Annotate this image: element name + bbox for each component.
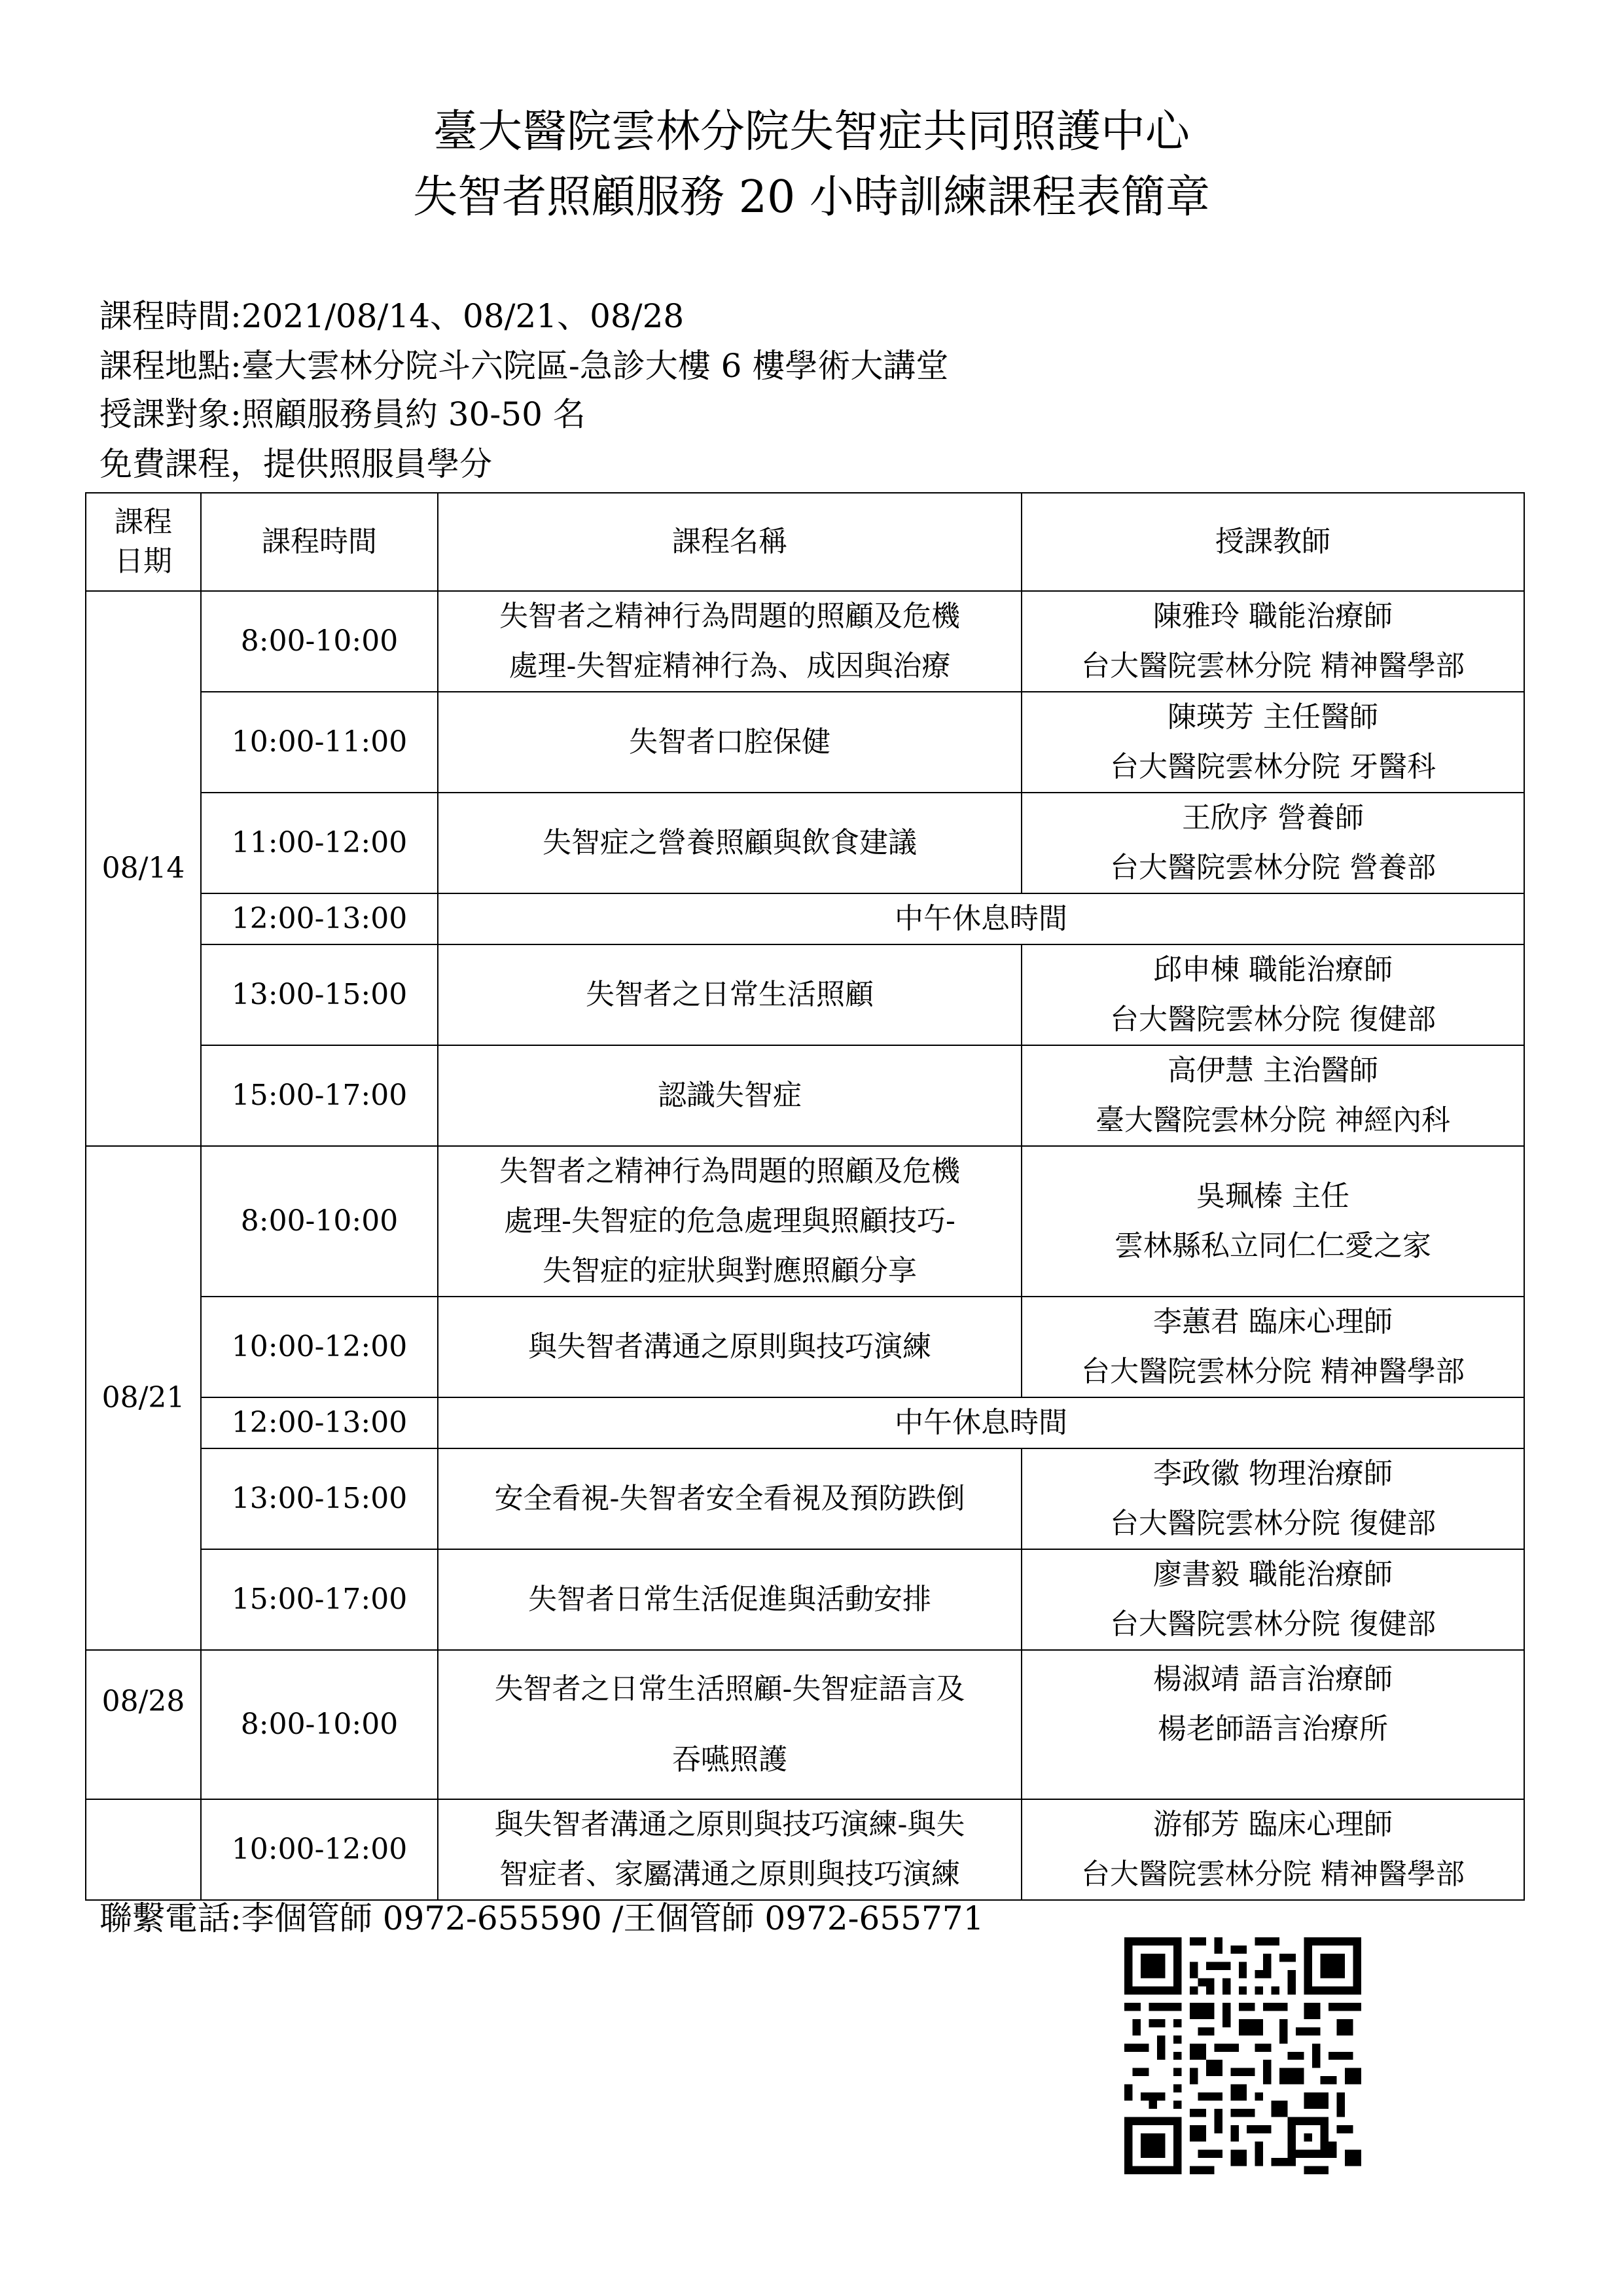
- teacher-cell: [1022, 1549, 1524, 1650]
- course-cell: [438, 1045, 1022, 1146]
- header-teacher: 授課教師: [1022, 493, 1524, 591]
- course-cell: [438, 1448, 1022, 1549]
- table-row: [86, 1799, 1524, 1900]
- teacher-cell: [1022, 1045, 1524, 1146]
- teacher-affiliation: 台大醫院雲林分院 牙醫科: [1110, 750, 1436, 783]
- table-row: [86, 591, 1524, 692]
- time-cell: 10:00-11:00: [201, 692, 438, 793]
- teacher-cell: [1022, 1297, 1524, 1397]
- table-row-break: [86, 893, 1524, 944]
- date-cell: 08/21: [86, 1146, 201, 1650]
- course-time-info: 課程時間:2021/08/14、08/21、08/28: [99, 297, 685, 335]
- teacher-name: 楊淑靖 語言治療師: [1153, 1662, 1393, 1696]
- course-line: 失智者之日常生活照顧: [586, 978, 874, 1011]
- teacher-name: 邱申棟 職能治療師: [1153, 953, 1393, 986]
- page-subtitle: 失智者照顧服務 20 小時訓練課程表簡章: [413, 171, 1210, 223]
- course-line: 認識失智症: [658, 1079, 802, 1112]
- date-cell: 08/28: [86, 1650, 201, 1799]
- course-cell: [438, 944, 1022, 1045]
- time-cell: 10:00-12:00: [201, 1297, 438, 1397]
- teacher-cell: [1022, 1146, 1524, 1297]
- table-row: [86, 944, 1524, 1045]
- table-row: [86, 1146, 1524, 1297]
- course-cell: [438, 793, 1022, 893]
- teacher-affiliation: 台大醫院雲林分院 復健部: [1110, 1507, 1436, 1540]
- table-row-break: [86, 1397, 1524, 1448]
- teacher-affiliation: 台大醫院雲林分院 復健部: [1110, 1607, 1436, 1641]
- course-cell: [438, 1146, 1022, 1297]
- time-cell: 15:00-17:00: [201, 1549, 438, 1650]
- teacher-affiliation: 臺大醫院雲林分院 神經內科: [1096, 1103, 1450, 1137]
- teacher-cell: [1022, 1799, 1524, 1900]
- teacher-name: 李政徽 物理治療師: [1153, 1457, 1393, 1490]
- course-audience-info: 授課對象:照顧服務員約 30-50 名: [99, 395, 586, 433]
- time-cell: 13:00-15:00: [201, 944, 438, 1045]
- teacher-cell: [1022, 1448, 1524, 1549]
- table-row: [86, 1448, 1524, 1549]
- teacher-affiliation: 楊老師語言治療所: [1158, 1712, 1388, 1746]
- course-location-info: 課程地點:臺大雲林分院斗六院區-急診大樓 6 樓學術大講堂: [99, 347, 949, 385]
- date-cell: 08/14: [86, 591, 201, 1146]
- table-row: [86, 1650, 1524, 1799]
- teacher-affiliation: 台大醫院雲林分院 精神醫學部: [1081, 1857, 1465, 1891]
- course-line: 處理-失智症的危急處理與照顧技巧-: [504, 1204, 955, 1238]
- course-line: 失智者之精神行為問題的照顧及危機: [499, 1155, 960, 1188]
- time-cell: 15:00-17:00: [201, 1045, 438, 1146]
- teacher-affiliation: 雲林縣私立同仁仁愛之家: [1115, 1229, 1431, 1263]
- teacher-name: 游郁芳 臨床心理師: [1153, 1808, 1393, 1841]
- course-line: 失智症之營養照顧與飲食建議: [543, 826, 917, 859]
- course-free-note: 免費課程，提供照服員學分: [99, 445, 492, 483]
- teacher-name: 陳雅玲 職能治療師: [1153, 600, 1393, 633]
- teacher-name: 廖書毅 職能治療師: [1153, 1558, 1393, 1591]
- table-row: [86, 1549, 1524, 1650]
- qr-code-icon[interactable]: [1124, 1937, 1361, 2174]
- lunch-break-cell: 中午休息時間: [438, 1397, 1524, 1448]
- course-line: 失智症的症狀與對應照顧分享: [543, 1254, 917, 1287]
- contact-phone: 聯繫電話:李個管師 0972-655590 /王個管師 0972-655771: [99, 1899, 984, 1937]
- teacher-affiliation: 台大醫院雲林分院 營養部: [1110, 851, 1436, 884]
- table-row: [86, 793, 1524, 893]
- course-cell: [438, 1297, 1022, 1397]
- table-row: [86, 1297, 1524, 1397]
- course-line: 安全看視-失智者安全看視及預防跌倒: [494, 1482, 965, 1515]
- course-line: 處理-失智症精神行為、成因與治療: [508, 649, 951, 683]
- teacher-name: 高伊慧 主治醫師: [1168, 1054, 1378, 1087]
- header-date-line1: 課程: [115, 505, 172, 539]
- teacher-affiliation: 台大醫院雲林分院 精神醫學部: [1081, 649, 1465, 683]
- time-cell: 13:00-15:00: [201, 1448, 438, 1549]
- teacher-cell: [1022, 591, 1524, 692]
- table-header-row: [86, 493, 1524, 591]
- date-cell-empty: [86, 1799, 201, 1900]
- time-cell: 12:00-13:00: [201, 1397, 438, 1448]
- teacher-name: 李蕙君 臨床心理師: [1153, 1305, 1393, 1338]
- teacher-cell: [1022, 793, 1524, 893]
- course-cell: [438, 1650, 1022, 1799]
- course-line: 與失智者溝通之原則與技巧演練-與失: [494, 1808, 965, 1841]
- time-cell: 10:00-12:00: [201, 1799, 438, 1900]
- course-cell: [438, 591, 1022, 692]
- table-row: [86, 692, 1524, 793]
- course-cell: [438, 1549, 1022, 1650]
- teacher-cell: [1022, 1650, 1524, 1799]
- header-date: [86, 493, 201, 591]
- teacher-cell: [1022, 944, 1524, 1045]
- course-line: 失智者之日常生活照顧-失智症語言及: [494, 1672, 965, 1706]
- teacher-name: 吳珮榛 主任: [1196, 1179, 1349, 1213]
- header-course: 課程名稱: [438, 493, 1022, 591]
- course-line: 失智者日常生活促進與活動安排: [528, 1583, 931, 1616]
- teacher-name: 陳瑛芳 主任醫師: [1168, 700, 1378, 734]
- course-line: 失智者之精神行為問題的照顧及危機: [499, 600, 960, 633]
- teacher-name: 王欣序 營養師: [1182, 801, 1364, 834]
- time-cell: 11:00-12:00: [201, 793, 438, 893]
- teacher-cell: [1022, 692, 1524, 793]
- course-line: 與失智者溝通之原則與技巧演練: [528, 1330, 931, 1363]
- time-cell: 12:00-13:00: [201, 893, 438, 944]
- teacher-affiliation: 台大醫院雲林分院 精神醫學部: [1081, 1355, 1465, 1388]
- course-cell: [438, 692, 1022, 793]
- page-title: 臺大醫院雲林分院失智症共同照護中心: [433, 106, 1190, 158]
- header-date-line2: 日期: [115, 545, 172, 578]
- header-time: 課程時間: [201, 493, 438, 591]
- table-row: [86, 1045, 1524, 1146]
- teacher-affiliation: 台大醫院雲林分院 復健部: [1110, 1003, 1436, 1036]
- course-cell: [438, 1799, 1022, 1900]
- lunch-break-cell: 中午休息時間: [438, 893, 1524, 944]
- course-line: 吞嚥照護: [672, 1743, 787, 1776]
- time-cell: 8:00-10:00: [201, 1146, 438, 1297]
- schedule-table: [85, 492, 1525, 1901]
- time-cell: 8:00-10:00: [201, 591, 438, 692]
- course-line: 失智者口腔保健: [629, 725, 830, 759]
- course-line: 智症者、家屬溝通之原則與技巧演練: [499, 1857, 960, 1891]
- time-cell: 8:00-10:00: [201, 1650, 438, 1799]
